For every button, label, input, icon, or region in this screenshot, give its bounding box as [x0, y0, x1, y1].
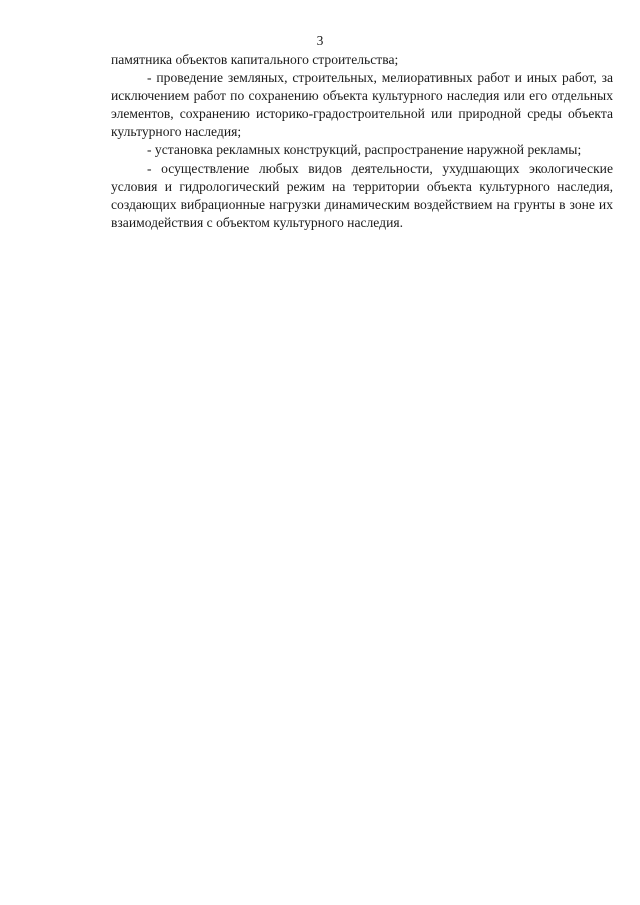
- paragraph-advertising: - установка рекламных конструкций, распространение наружной рекламы;: [147, 142, 582, 158]
- paragraph-continuation: памятника объектов капитального строительства;: [111, 52, 399, 67]
- page-number: 3: [316, 33, 324, 48]
- document-body: [111, 51, 613, 232]
- paragraph-earthworks: - проведение земляных, строительных, мелиоративных работ и иных работ, за исключением работ по сохранению объекта культурного наследия или его отдельных элементов, сохранению историко-градостроительной или природной среды объекта культурного наследия;: [111, 70, 613, 140]
- paragraph-activities: - осуществление любых видов деятельности, ухудшающих экологические условия и гидрологический режим на территории объекта культурного наследия, создающих вибрационные нагрузки динамическим воздействием на грунты в зоне их взаимодействия с объектом культурного наследия.: [111, 160, 613, 230]
